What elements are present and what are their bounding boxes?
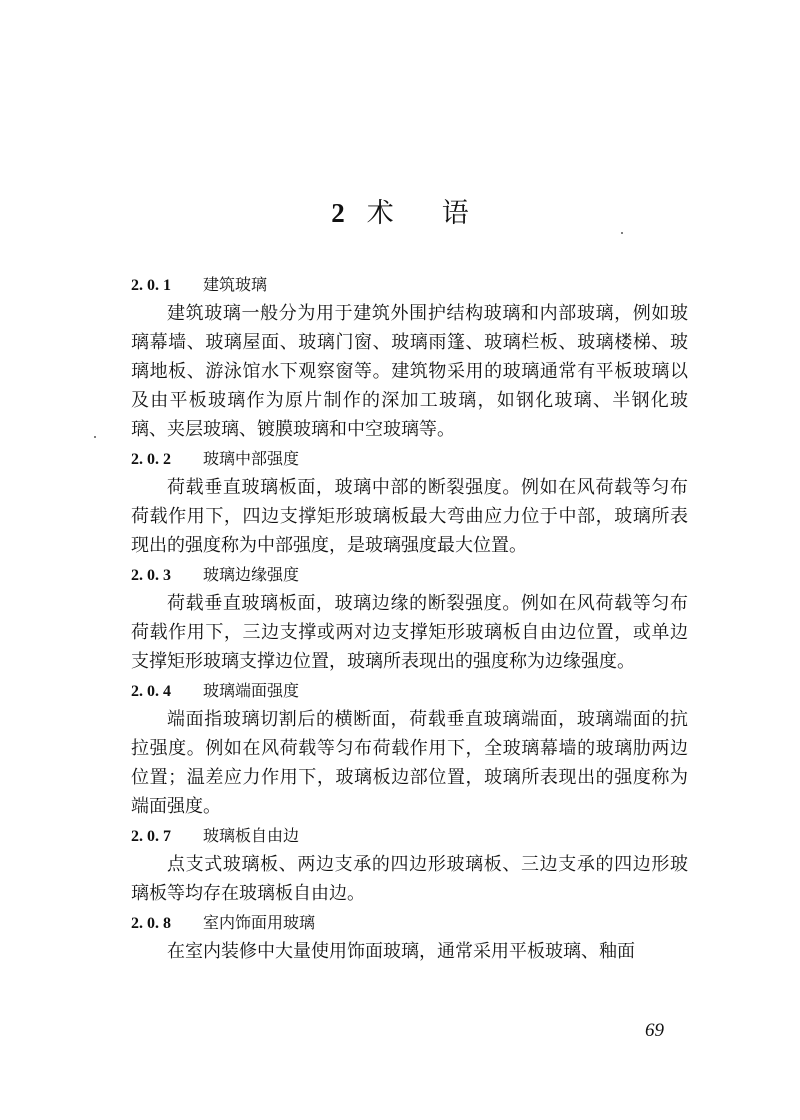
term-2-0-2 (131, 444, 688, 560)
term-number: 2. 0. 4 (131, 683, 171, 700)
term-body: 荷载垂直玻璃板面，玻璃中部的断裂强度。例如在风荷载等匀布荷载作用下，四边支撑矩形玻璃板最大弯曲应力位于中部，玻璃所表现出的强度称为中部强度，是玻璃强度最大位置。 (131, 477, 688, 556)
term-number: 2. 0. 7 (131, 828, 171, 845)
term-heading (131, 908, 688, 937)
term-name: 室内饰面用玻璃 (203, 913, 316, 932)
term-body: 点支式玻璃板、两边支承的四边形玻璃板、三边支承的四边形玻璃板等均存在玻璃板自由边。 (131, 854, 688, 904)
term-heading (131, 560, 688, 589)
chapter-title (0, 196, 800, 231)
term-number: 2. 0. 3 (131, 567, 171, 584)
term-body: 建筑玻璃一般分为用于建筑外围护结构玻璃和内部玻璃，例如玻璃幕墙、玻璃屋面、玻璃门窗、玻璃雨篷、玻璃栏板、玻璃楼梯、玻璃地板、游泳馆水下观察窗等。建筑物采用的玻璃通常有平板玻璃以及由平板玻璃作为原片制作的深加工玻璃，如钢化玻璃、半钢化玻璃、夹层玻璃、镀膜玻璃和中空玻璃等。 (131, 303, 688, 440)
terms-list (131, 270, 688, 966)
scan-speck (621, 232, 623, 234)
term-name: 建筑玻璃 (203, 275, 268, 294)
term-2-0-4 (131, 676, 688, 821)
term-2-0-7 (131, 821, 688, 908)
term-body: 在室内装修中大量使用饰面玻璃，通常采用平板玻璃、釉面 (167, 941, 635, 962)
term-heading (131, 270, 688, 299)
term-body: 荷载垂直玻璃板面，玻璃边缘的断裂强度。例如在风荷载等匀布荷载作用下，三边支撑或两对边支撑矩形玻璃板自由边位置，或单边支撑矩形玻璃支撑边位置，玻璃所表现出的强度称为边缘强度。 (131, 593, 688, 672)
term-name: 玻璃边缘强度 (203, 565, 300, 584)
page-number: 69 (645, 1020, 664, 1041)
chapter-title-char-1: 术 (366, 198, 394, 229)
chapter-title-char-2: 语 (441, 198, 469, 229)
term-heading (131, 821, 688, 850)
term-number: 2. 0. 8 (131, 915, 171, 932)
term-name: 玻璃端面强度 (203, 681, 300, 700)
term-number: 2. 0. 1 (131, 277, 171, 294)
term-heading (131, 676, 688, 705)
chapter-number: 2 (331, 198, 345, 228)
term-2-0-8 (131, 908, 688, 966)
term-heading (131, 444, 688, 473)
scan-speck (94, 436, 96, 438)
term-name: 玻璃板自由边 (203, 826, 300, 845)
term-body: 端面指玻璃切割后的横断面，荷载垂直玻璃端面，玻璃端面的抗拉强度。例如在风荷载等匀布荷载作用下，全玻璃幕墙的玻璃肋两边位置；温差应力作用下，玻璃板边部位置，玻璃所表现出的强度称为端面强度。 (131, 709, 688, 817)
term-number: 2. 0. 2 (131, 451, 171, 468)
term-2-0-1 (131, 270, 688, 444)
term-2-0-3 (131, 560, 688, 676)
term-name: 玻璃中部强度 (203, 449, 300, 468)
